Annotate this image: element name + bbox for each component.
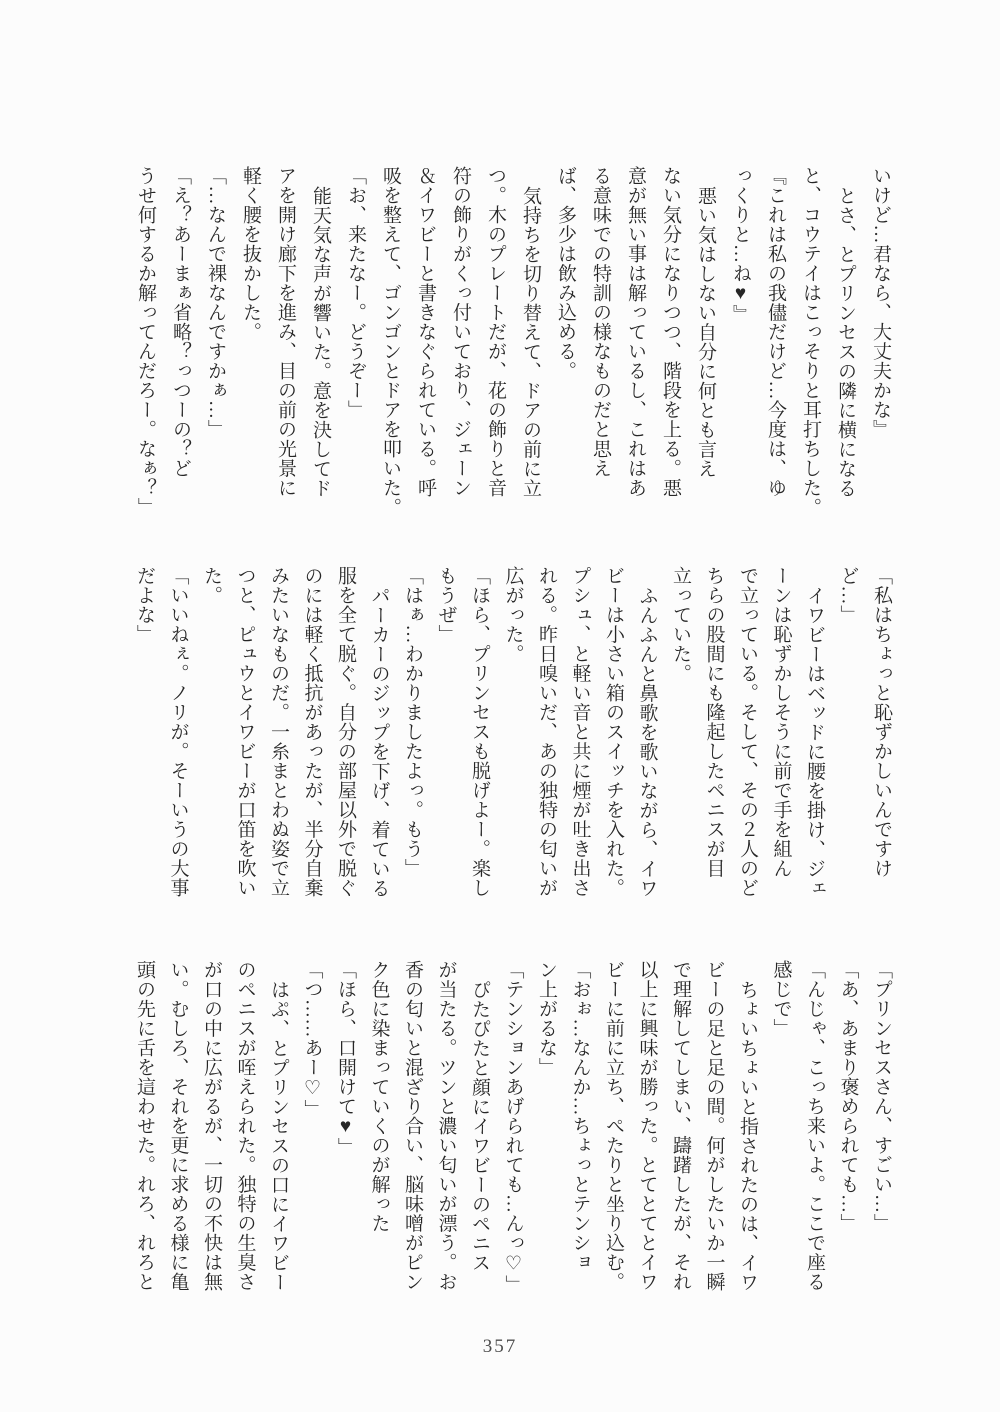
text-column: ぴたぴたと顔にイワビーのペニス: [469, 979, 490, 1272]
text-column: れる。昨日嗅いだ、あの独特の匂いが: [536, 566, 557, 898]
text-column: 「つ……あー♡」: [301, 960, 323, 1119]
text-column: 「え？あーまぁ省略？っつーの？ど: [170, 166, 191, 478]
text-column: とさ、とプリンセスの隣に横になる: [835, 185, 856, 498]
text-column: 気持ちを切り替えて、ドアの前に立: [520, 185, 541, 498]
text-column: 「おぉ…なんか…ちょっとテンショ: [569, 960, 591, 1272]
text-column: のには軽く抵抗があったが、半分自棄: [301, 566, 323, 898]
text-column: プシュ、と軽い音と共に煙が吐き出さ: [569, 566, 591, 898]
text-column: る意味での特訓の様なものだと思え: [590, 166, 611, 478]
text-column: 頭の先に舌を這わせた。れろ、れろと: [134, 960, 155, 1292]
text-column: で立っている。そして、その２人のど: [737, 566, 758, 898]
text-column: ビーに前に立ち、ぺたりと坐り込む。: [603, 960, 624, 1292]
text-column: 『これは私の我儘だけど…今度は、ゆ: [765, 166, 786, 498]
text-column: 「あ、あまり褒められても…」: [837, 960, 859, 1233]
text-column: はぷ、とプリンセスの口にイワビー: [268, 979, 289, 1292]
text-column: い。むしろ、それを更に求める様に亀: [167, 960, 189, 1292]
text-column: イワビーはベッドに腰を掛け、ジェ: [804, 585, 825, 898]
text-column: ン上がるな」: [536, 960, 557, 1077]
text-column: パーカーのジップを下げ、着ている: [368, 585, 390, 898]
text-column: が口の中に広がるが、一切の不快は無: [201, 960, 222, 1292]
text-column: 悪い気はしない自分に何とも言え: [695, 185, 716, 478]
text-column: ちょいちょいと指されたのは、イワ: [737, 979, 758, 1292]
text-column: 軽く腰を抜かした。: [240, 166, 261, 342]
text-column: ク色に染まっていくのが解った: [368, 960, 390, 1233]
text-column: 符の飾りがくっ付いており、ジェーン: [450, 166, 471, 498]
text-column: 「…なんで裸なんですかぁ…」: [205, 166, 226, 439]
text-column: アを開け廊下を進み、目の前の光景に: [275, 166, 296, 498]
text-column: ビーの足と足の間。何がしたいか一瞬: [703, 960, 725, 1292]
text-column: で理解してしまい、躊躇したが、それ: [670, 960, 691, 1292]
text-column: つ。木のプレートだが、花の飾りと音: [485, 166, 506, 498]
text-column: 「んじゃ、こっち来いよ。ここで座る: [804, 960, 825, 1292]
text-column: 吸を整えて、ゴンゴンとドアを叩いた。: [380, 166, 401, 517]
text-column: と、コウテイはこっそりと耳打ちした。: [800, 166, 821, 517]
text-column: 「私はちょっと恥ずかしいんですけ: [871, 566, 892, 878]
text-column: 「お、来たなー。どうぞー」: [345, 166, 366, 420]
text-column: 服を全て脱ぐ。自分の部屋以外で脱ぐ: [335, 566, 356, 898]
text-column: 「テンションあげられても…んっ♡」: [502, 960, 524, 1295]
text-column: 意が無い事は解っているし、これはあ: [625, 166, 646, 498]
text-column: みたいなものだ。一糸まとわぬ姿で立: [268, 566, 289, 898]
text-column: ーンは恥ずかしそうに前で手を組ん: [770, 566, 792, 878]
text-column: 「ほら、口開けて♥」: [335, 960, 356, 1157]
text-band-middle: [128, 566, 899, 916]
text-column: のペニスが咥えられた。独特の生臭さ: [234, 960, 256, 1292]
text-column: 能天気な声が響いた。意を決してド: [310, 185, 331, 498]
text-column: もうぜ」: [435, 566, 457, 644]
text-band-top: [128, 166, 898, 520]
page-number: 357: [482, 1336, 518, 1357]
text-column: ＆イワビーと書きなぐられている。呼: [415, 166, 436, 498]
text-column: いけど…君なら、大丈夫かな』: [870, 166, 891, 439]
text-column: 香の匂いと混ざり合い、脳味噌がピン: [402, 960, 423, 1292]
text-column: 広がった。: [502, 566, 524, 664]
text-column: 立っていた。: [670, 566, 691, 683]
text-column: つと、ピュウとイワビーが口笛を吹い: [234, 566, 256, 898]
text-column: ふんふんと鼻歌を歌いながら、イワ: [636, 585, 658, 898]
text-column: 感じで」: [770, 960, 792, 1038]
text-column: ない気分になりつつ、階段を上る。悪: [660, 166, 681, 498]
text-column: が当たる。ツンと濃い匂いが漂う。お: [435, 960, 457, 1292]
text-column: 「はぁ…わかりましたよっ。もう」: [402, 566, 423, 878]
text-column: 「ほら、プリンセスも脱げよー。楽し: [469, 566, 490, 898]
text-column: 以上に興味が勝った。とてとてとイワ: [636, 960, 658, 1292]
text-column: た。: [201, 566, 222, 605]
text-column: ば、多少は飲み込める。: [555, 166, 576, 381]
text-column: ちらの股間にも隆起したペニスが目: [703, 566, 725, 878]
text-column: 「プリンセスさん、すごい…」: [871, 960, 892, 1233]
text-band-bottom: [128, 960, 899, 1310]
text-column: っくりと…ね♥』: [730, 166, 751, 324]
text-column: ど…」: [837, 566, 859, 625]
text-column: だよな」: [134, 566, 155, 644]
text-column: ビーは小さい箱のスイッチを入れた。: [603, 566, 624, 898]
text-column: 「いいねぇ。ノリが。そーいうの大事: [167, 566, 189, 898]
text-column: うせ何するか解ってんだろー。なぁ？」: [135, 166, 156, 517]
